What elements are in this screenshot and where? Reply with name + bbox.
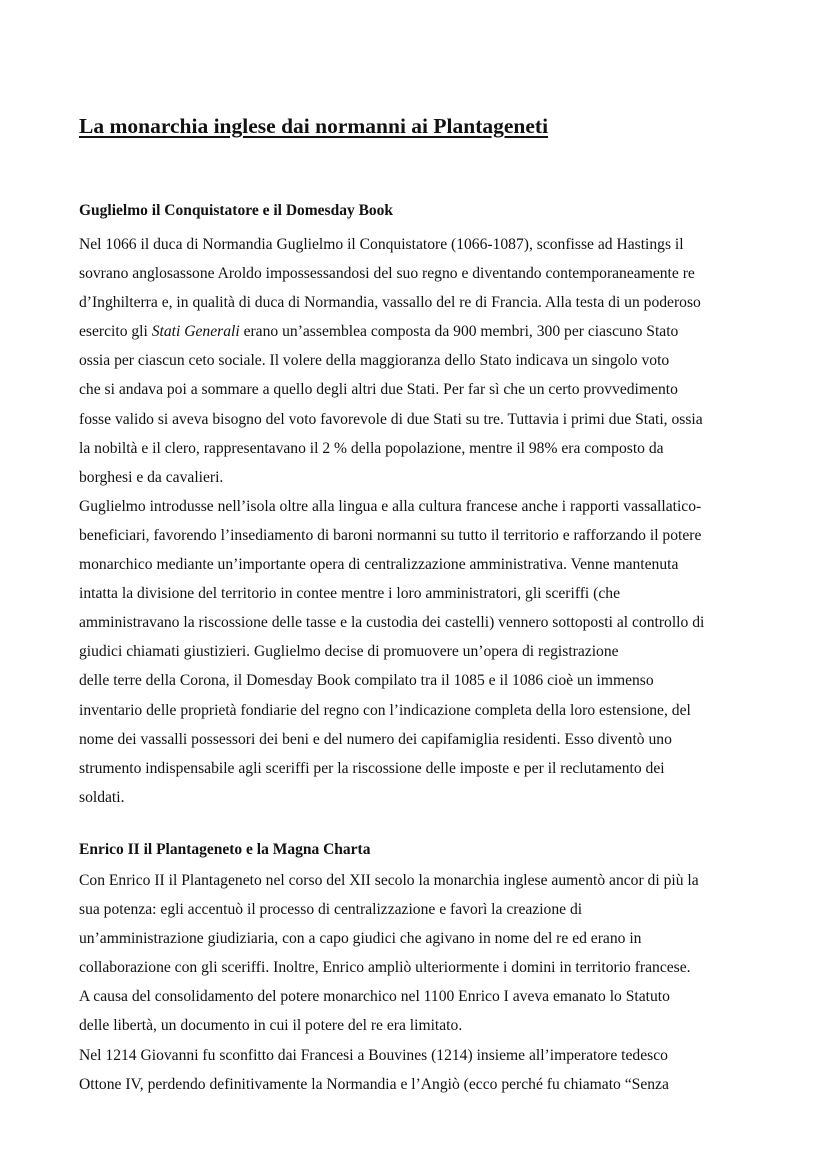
text-line: un’amministrazione giudiziaria, con a capo giudici che agivano in nome del re ed erano in xyxy=(79,930,642,948)
text-line: Guglielmo introdusse nell’isola oltre alla lingua e alla cultura francese anche i rapporti vassallatico- xyxy=(79,497,702,515)
text-line: la nobiltà e il clero, rappresentavano il 2 % della popolazione, mentre il 98% era composto da xyxy=(79,439,664,457)
section-heading-guglielmo: Guglielmo il Conquistatore e il Domesday Book xyxy=(79,202,394,219)
text-line: collaborazione con gli sceriffi. Inoltre, Enrico ampliò ulteriormente i domini in territorio francese. xyxy=(79,959,691,977)
text-line: Nel 1066 il duca di Normandia Guglielmo il Conquistatore (1066-1087), sconfisse ad Hastings il xyxy=(79,236,684,253)
text-line: borghesi e da cavalieri. xyxy=(79,468,224,486)
text-line: delle terre della Corona, il Domesday Book compilato tra il 1085 e il 1086 cioè un immenso xyxy=(79,672,654,690)
text-line: strumento indispensabile agli sceriffi per la riscossione delle imposte e per il reclutamento dei xyxy=(79,759,665,777)
text-line: Ottone IV, perdendo definitivamente la Normandia e l’Angiò (ecco perché fu chiamato “Senza xyxy=(79,1075,669,1093)
text-line: d’Inghilterra e, in qualità di duca di Normandia, vassallo del re di Francia. Alla testa di un poderoso xyxy=(79,294,701,312)
italic-term-stati-generali: Stati Generali xyxy=(151,323,240,341)
text-line: A causa del consolidamento del potere monarchico nel 1100 Enrico I aveva emanato lo Statuto xyxy=(79,988,670,1006)
text-run: esercito gli xyxy=(79,323,152,341)
text-line: beneficiari, favorendo l’insediamento di baroni normanni su tutto il territorio e rafforzando il potere xyxy=(79,526,702,544)
text-line: monarchico mediante un’importante opera di centralizzazione amministrativa. Venne mantenuta xyxy=(79,556,679,574)
text-line: delle libertà, un documento in cui il potere del re era limitato. xyxy=(79,1017,463,1035)
document-title: La monarchia inglese dai normanni ai Plantageneti xyxy=(79,114,549,138)
text-run: erano un’assemblea composta da 900 membri, 300 per ciascuno Stato xyxy=(239,323,679,341)
text-line: sovrano anglosassone Aroldo impossessandosi del suo regno e diventando contemporaneamente re xyxy=(79,265,695,283)
text-line: fosse valido si aveva bisogno del voto favorevole di due Stati su tre. Tuttavia i primi due Stati, ossia xyxy=(79,410,703,428)
text-line: amministravano la riscossione delle tasse e la custodia dei castelli) vennero sottoposti al controllo di xyxy=(79,614,705,632)
text-line: ossia per ciascun ceto sociale. Il volere della maggioranza dello Stato indicava un singolo voto xyxy=(79,352,670,370)
text-line: intatta la divisione del territorio in contee mentre i loro amministratori, gli sceriffi (che xyxy=(79,585,620,603)
section-heading-enrico: Enrico II il Plantageneto e la Magna Charta xyxy=(79,841,371,858)
text-line: nome dei vassalli possessori dei beni e del numero dei capifamiglia residenti. Esso diventò uno xyxy=(79,730,672,748)
text-line: inventario delle proprietà fondiarie del regno con l’indicazione completa della loro estensione, del xyxy=(79,701,691,719)
text-line-with-italic xyxy=(79,317,704,346)
text-line: soldati. xyxy=(79,788,125,806)
section-body-enrico xyxy=(79,866,699,1099)
text-line: sua potenza: egli accentuò il processo di centralizzazione e favorì la creazione di xyxy=(79,901,583,919)
section-body-guglielmo xyxy=(79,230,704,812)
text-line: giudici chiamati giustizieri. Guglielmo decise di promuovere un’opera di registrazione xyxy=(79,643,619,661)
text-line: che si andava poi a sommare a quello degli altri due Stati. Per far sì che un certo provvedimento xyxy=(79,381,678,399)
text-line: Nel 1214 Giovanni fu sconfitto dai Francesi a Bouvines (1214) insieme all’imperatore tedesco xyxy=(79,1046,668,1064)
text-line: Con Enrico II il Plantageneto nel corso del XII secolo la monarchia inglese aumentò ancor di più la xyxy=(79,872,699,889)
